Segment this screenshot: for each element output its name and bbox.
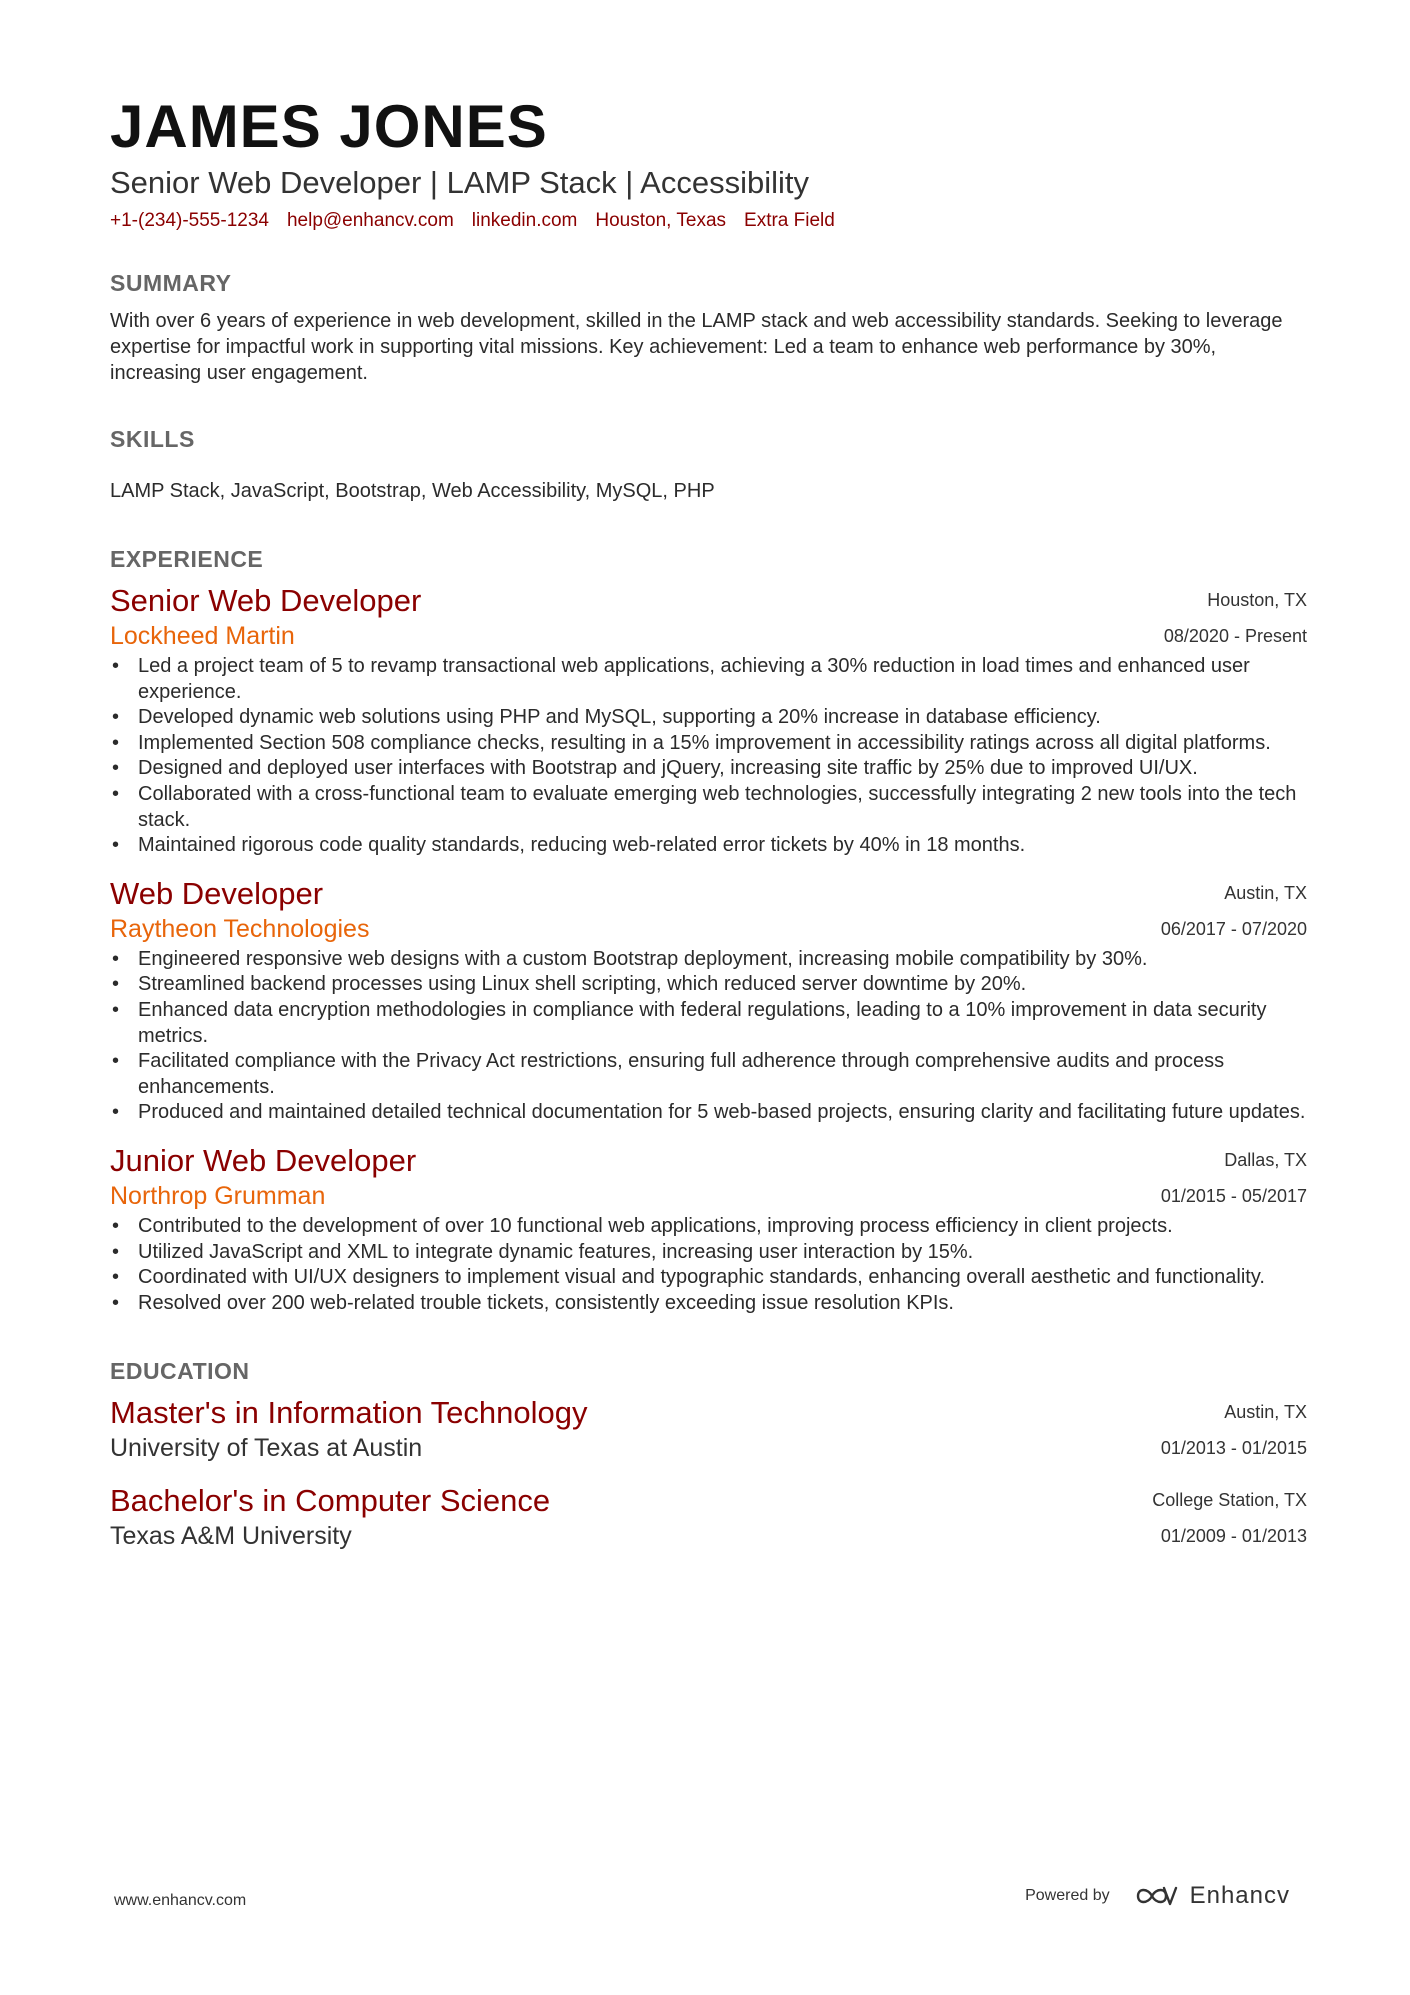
job-company: Raytheon Technologies [110, 914, 370, 943]
job-bullet: • Contributed to the development of over 10 functional web applications, improving process efficiency in client projects. [138, 1214, 1307, 1240]
job-bullet: • Engineered responsive web designs with a custom Bootstrap deployment, increasing mobile compatibility by 30%. [138, 947, 1307, 973]
education-entry [110, 1482, 1307, 1552]
education-entry [110, 1394, 1307, 1464]
job-location: Dallas, TX [1224, 1149, 1307, 1170]
candidate-name: JAMES JONES [110, 93, 548, 160]
job-company: Lockheed Martin [110, 622, 295, 650]
job-bullets [110, 947, 1307, 1126]
job-bullet: • Produced and maintained detailed technical documentation for 5 web-based projects, ensuring clarity and facilitating future updates. [138, 1100, 1307, 1126]
job-dates: 08/2020 - Present [1163, 626, 1307, 646]
brand-name: Enhancv [1189, 1882, 1290, 1909]
skills-section [110, 424, 1307, 504]
job-bullet: • Resolved over 200 web-related trouble tickets, consistently exceeding issue resolution KPIs. [138, 1291, 1307, 1317]
job-entry [110, 1142, 1307, 1316]
enhancv-logo-icon [1134, 1884, 1180, 1908]
skills-text: LAMP Stack, JavaScript, Bootstrap, Web Accessibility, MySQL, PHP [110, 480, 715, 502]
education-section [110, 1356, 1307, 1552]
job-bullets [110, 1214, 1307, 1316]
footer-website[interactable]: www.enhancv.com [114, 1892, 247, 1909]
job-bullet: • Developed dynamic web solutions using PHP and MySQL, supporting a 20% increase in database efficiency. [138, 705, 1307, 731]
job-header [110, 1142, 1307, 1212]
job-header [110, 582, 1307, 652]
summary-section [110, 268, 1307, 386]
contact-email[interactable]: help@enhancv.com [286, 210, 454, 231]
job-role: Web Developer [110, 875, 324, 911]
education-header [110, 1394, 1307, 1464]
education-meta [1161, 1394, 1307, 1466]
job-bullet: • Led a project team of 5 to revamp transactional web applications, achieving a 30% reduction in load times and enhanced user experience. [138, 654, 1307, 705]
job-location: Austin, TX [1224, 882, 1307, 903]
job-bullet: • Utilized JavaScript and XML to integrate dynamic features, increasing user interaction by 15%. [138, 1240, 1307, 1266]
education-degree: Master's in Information Technology [110, 1395, 588, 1431]
job-entry [110, 582, 1307, 859]
job-meta [1164, 582, 1307, 654]
education-meta [1152, 1482, 1307, 1554]
job-bullet: • Maintained rigorous code quality standards, reducing web-related error tickets by 40% in 18 months. [138, 833, 1307, 859]
education-location: College Station, TX [1152, 1490, 1307, 1511]
candidate-headline: Senior Web Developer | LAMP Stack | Accessibility [110, 165, 809, 200]
contact-linkedin[interactable]: linkedin.com [471, 210, 578, 231]
job-bullet: • Enhanced data encryption methodologies in compliance with federal regulations, leading to a 10% improvement in data security metrics. [138, 998, 1307, 1049]
job-bullet: • Implemented Section 508 compliance checks, resulting in a 15% improvement in accessibility ratings across all digital platforms. [138, 731, 1307, 757]
education-header [110, 1482, 1307, 1552]
education-school: Texas A&M University [110, 1522, 352, 1551]
job-entry [110, 875, 1307, 1126]
job-meta [1161, 875, 1307, 947]
summary-title: SUMMARY [110, 270, 232, 296]
contact-bar [110, 208, 1307, 234]
job-bullet: • Streamlined backend processes using Linux shell scripting, which reduced server downtime by 20%. [138, 972, 1307, 998]
job-header [110, 875, 1307, 945]
powered-by-label: Powered by [1025, 1887, 1110, 1904]
job-role: Senior Web Developer [110, 583, 422, 618]
job-dates: 01/2015 - 05/2017 [1160, 1185, 1307, 1206]
experience-title: EXPERIENCE [110, 546, 264, 572]
contact-location: Houston, Texas [595, 210, 727, 231]
contact-phone[interactable]: +1-(234)-555-1234 [110, 210, 269, 231]
contact-extra: Extra Field [744, 210, 835, 231]
job-bullet: • Facilitated compliance with the Privacy Act restrictions, ensuring full adherence through comprehensive audits and process enhancements. [138, 1049, 1307, 1100]
job-company: Northrop Grumman [110, 1181, 326, 1210]
education-title: EDUCATION [110, 1358, 250, 1385]
education-location: Austin, TX [1224, 1402, 1307, 1423]
job-bullet: • Coordinated with UI/UX designers to implement visual and typographic standards, enhancing overall aesthetic and functionality. [138, 1265, 1307, 1291]
job-bullet: • Collaborated with a cross-functional team to evaluate emerging web technologies, successfully integrating 2 new tools into the tech stack. [138, 782, 1307, 833]
education-school: University of Texas at Austin [110, 1434, 423, 1463]
footer-branding [1025, 1882, 1290, 1910]
education-dates: 01/2009 - 01/2013 [1160, 1526, 1307, 1547]
job-dates: 06/2017 - 07/2020 [1160, 918, 1307, 939]
education-dates: 01/2013 - 01/2015 [1160, 1438, 1307, 1459]
skills-title: SKILLS [110, 426, 195, 452]
job-bullets [110, 654, 1307, 859]
brand-link[interactable] [1134, 1882, 1290, 1910]
summary-text: With over 6 years of experience in web development, skilled in the LAMP stack and web accessibility standards. Seeking to leverage expertise for impactful work in supporting vital missions. Key achievement: Led a team to enhance web performance by 30%, increasing user engagement. [110, 310, 1283, 384]
job-bullet: • Designed and deployed user interfaces with Bootstrap and jQuery, increasing site traffic by 25% due to improved UI/UX. [138, 756, 1307, 782]
resume-content [110, 92, 1307, 1552]
education-degree: Bachelor's in Computer Science [110, 1483, 551, 1519]
experience-section [110, 544, 1307, 1316]
job-location: Houston, TX [1207, 590, 1307, 610]
job-meta [1161, 1142, 1307, 1214]
job-role: Junior Web Developer [110, 1142, 417, 1178]
